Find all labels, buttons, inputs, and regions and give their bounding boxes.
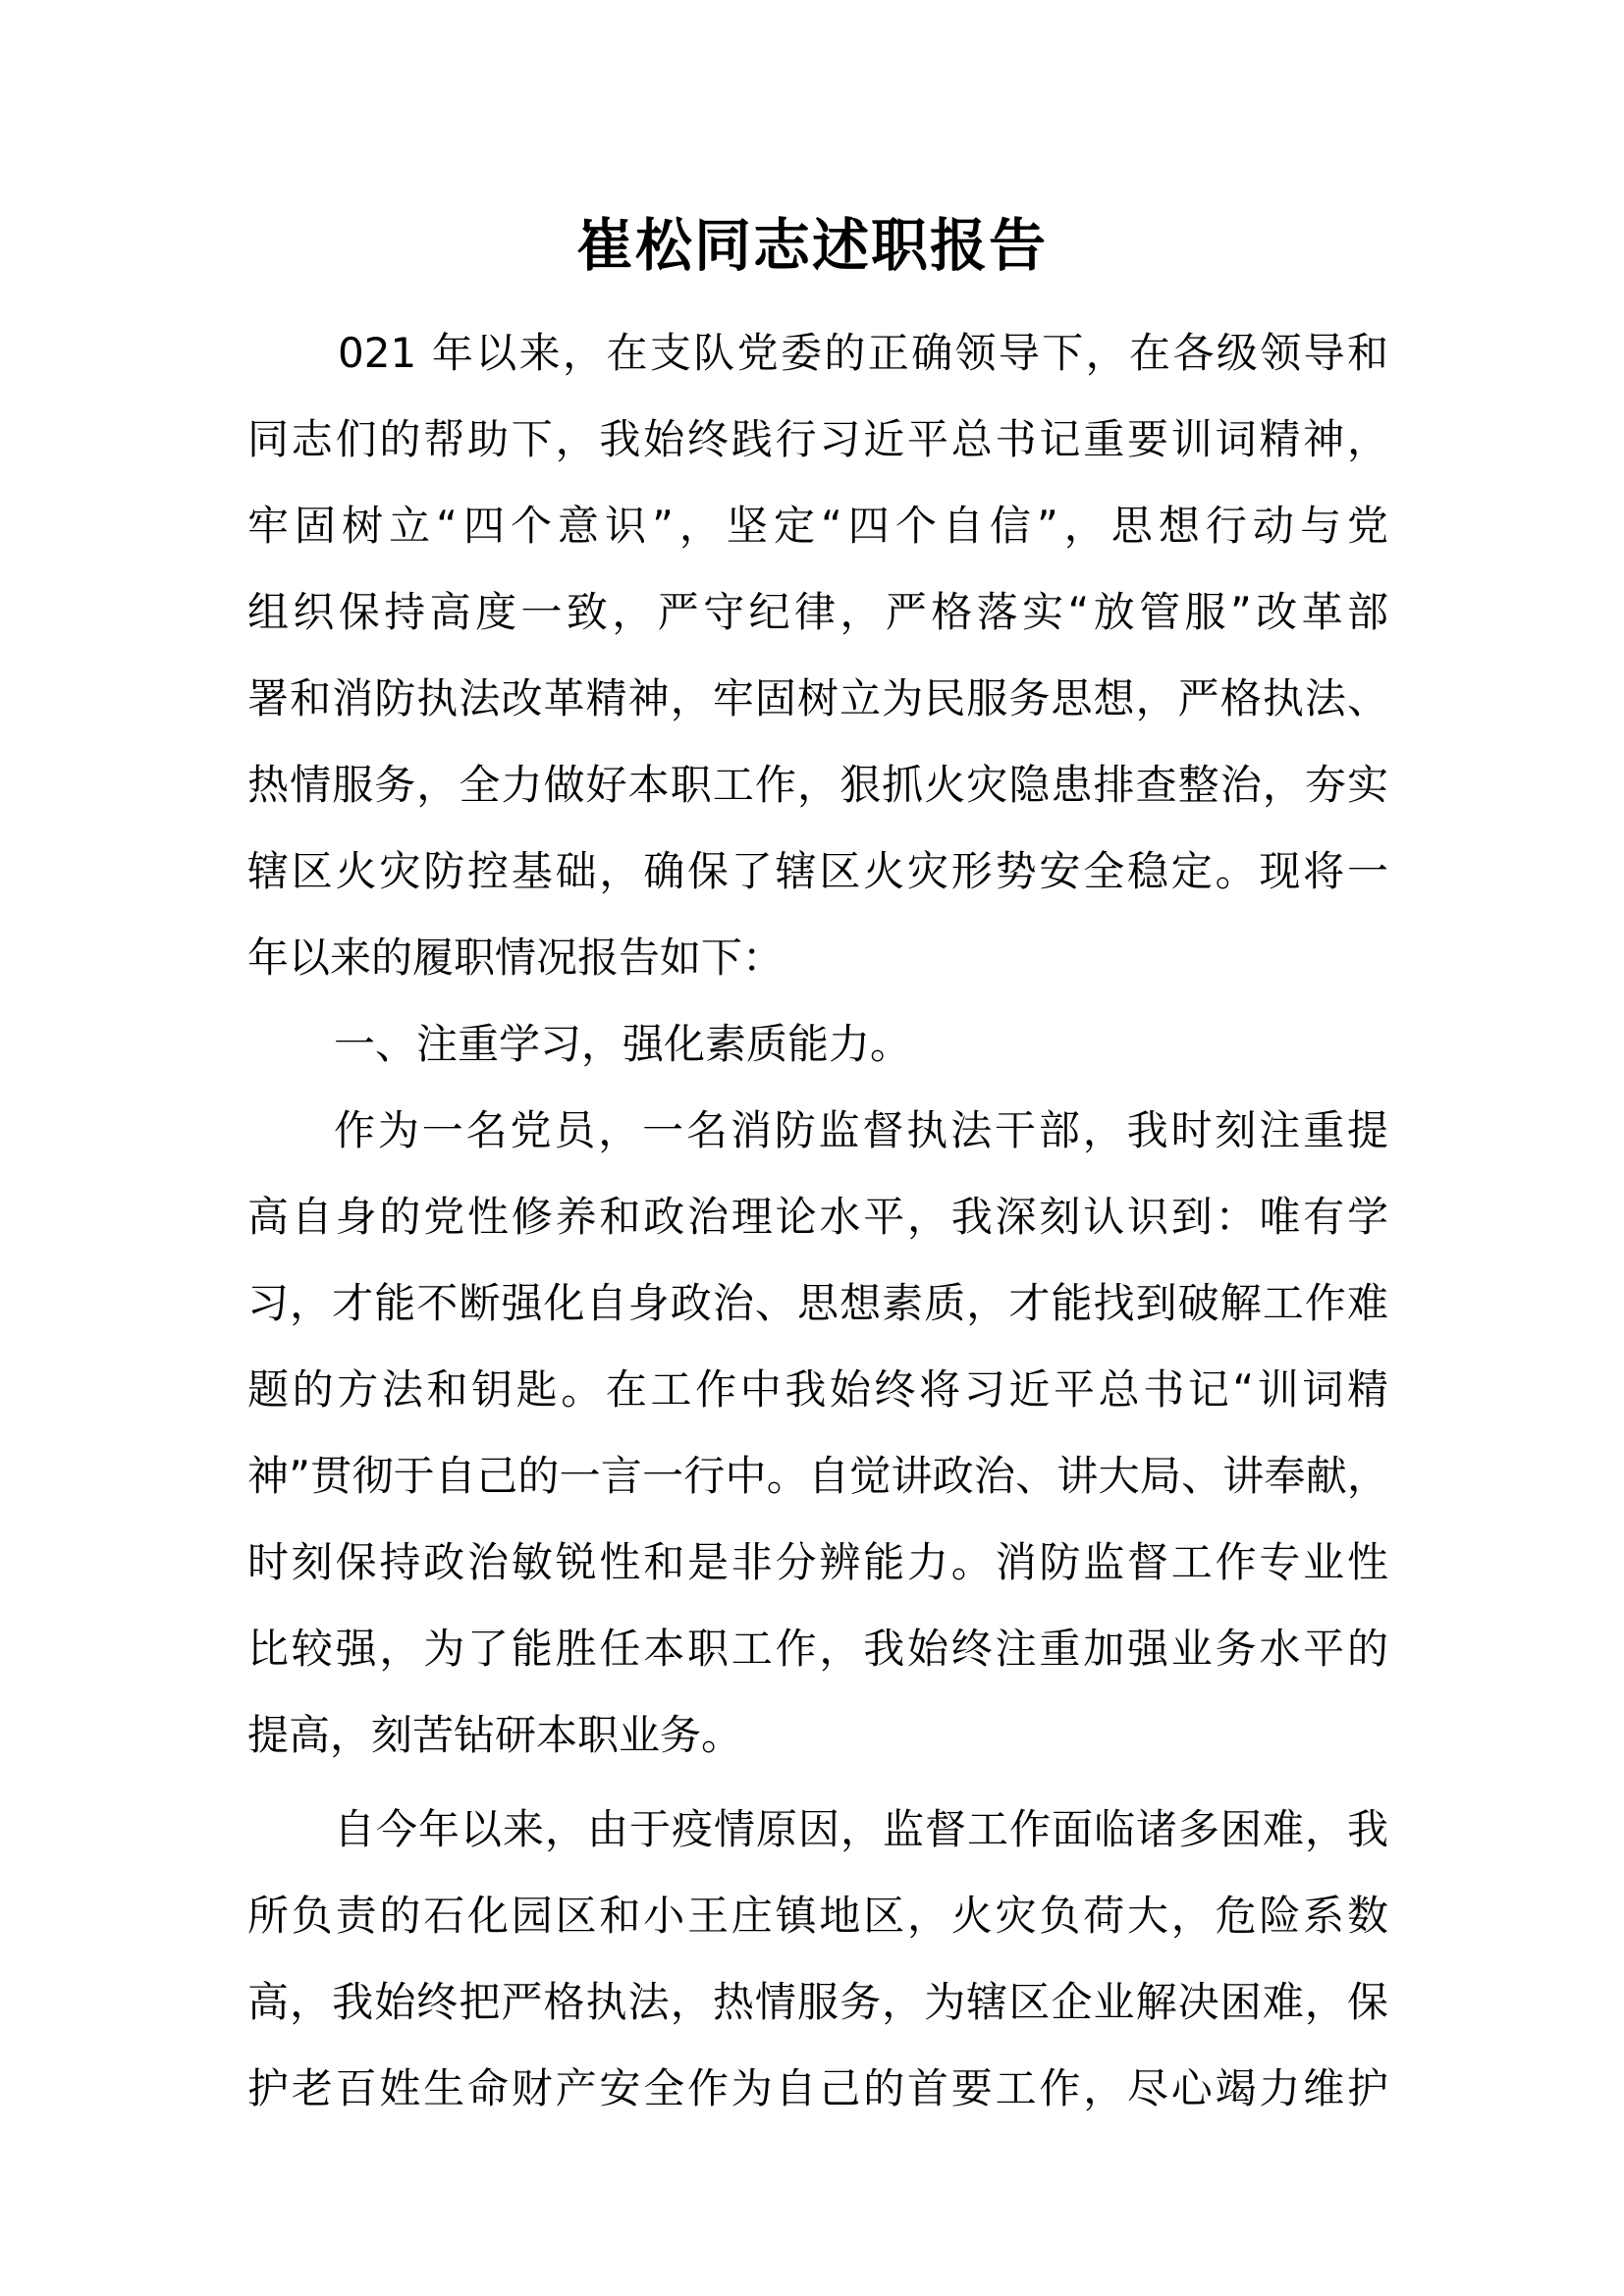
section-heading: 一、注重学习，强化素质能力。 [334, 1020, 912, 1068]
paragraph-line: 同志们的帮助下，我始终践行习近平总书记重要训词精神， [247, 415, 1388, 463]
paragraph-line: 护老百姓生命财产安全作为自己的首要工作，尽心竭力维护 [247, 2064, 1388, 2112]
paragraph-line: 热情服务，全力做好本职工作，狠抓火灾隐患排查整治，夯实 [247, 761, 1388, 809]
paragraph-line: 题的方法和钥匙。在工作中我始终将习近平总书记“训词精 [247, 1365, 1388, 1414]
paragraph-line: 神”贯彻于自己的一言一行中。自觉讲政治、讲大局、讲奉献， [247, 1452, 1388, 1500]
paragraph-line: 辖区火灾防控基础，确保了辖区火灾形势安全稳定。现将一 [247, 847, 1388, 895]
paragraph-line: 署和消防执法改革精神，牢固树立为民服务思想，严格执法、 [247, 674, 1388, 722]
paragraph-line: 组织保持高度一致，严守纪律，严格落实“放管服”改革部 [247, 588, 1388, 636]
paragraph-line: 提高，刻苦钻研本职业务。 [247, 1711, 743, 1759]
paragraph-line: 自今年以来，由于疫情原因，监督工作面临诸多困难，我 [334, 1805, 1388, 1853]
paragraph-line: 作为一名党员，一名消防监督执法干部，我时刻注重提 [334, 1106, 1388, 1154]
paragraph-line: 习，才能不断强化自身政治、思想素质，才能找到破解工作难 [247, 1279, 1388, 1327]
paragraph-line: 时刻保持政治敏锐性和是非分辨能力。消防监督工作专业性 [247, 1538, 1388, 1586]
paragraph-line: 高，我始终把严格执法，热情服务，为辖区企业解决困难，保 [247, 1978, 1388, 2026]
paragraph-line: 021 年以来，在支队党委的正确领导下，在各级领导和 [338, 329, 1388, 377]
paragraph-line: 牢固树立“四个意识”，坚定“四个自信”，思想行动与党 [247, 502, 1388, 550]
paragraph-line: 比较强，为了能胜任本职工作，我始终注重加强业务水平的 [247, 1625, 1388, 1673]
paragraph-line: 高自身的党性修养和政治理论水平，我深刻认识到：唯有学 [247, 1193, 1388, 1241]
paragraph-line: 所负责的石化园区和小王庄镇地区，火灾负荷大，危险系数 [247, 1892, 1388, 1940]
paragraph-spacer [247, 1779, 1388, 1787]
paragraph-line: 年以来的履职情况报告如下： [247, 934, 785, 982]
document-title: 崔松同志述职报告 [575, 212, 1048, 279]
document-body [247, 310, 1388, 2132]
